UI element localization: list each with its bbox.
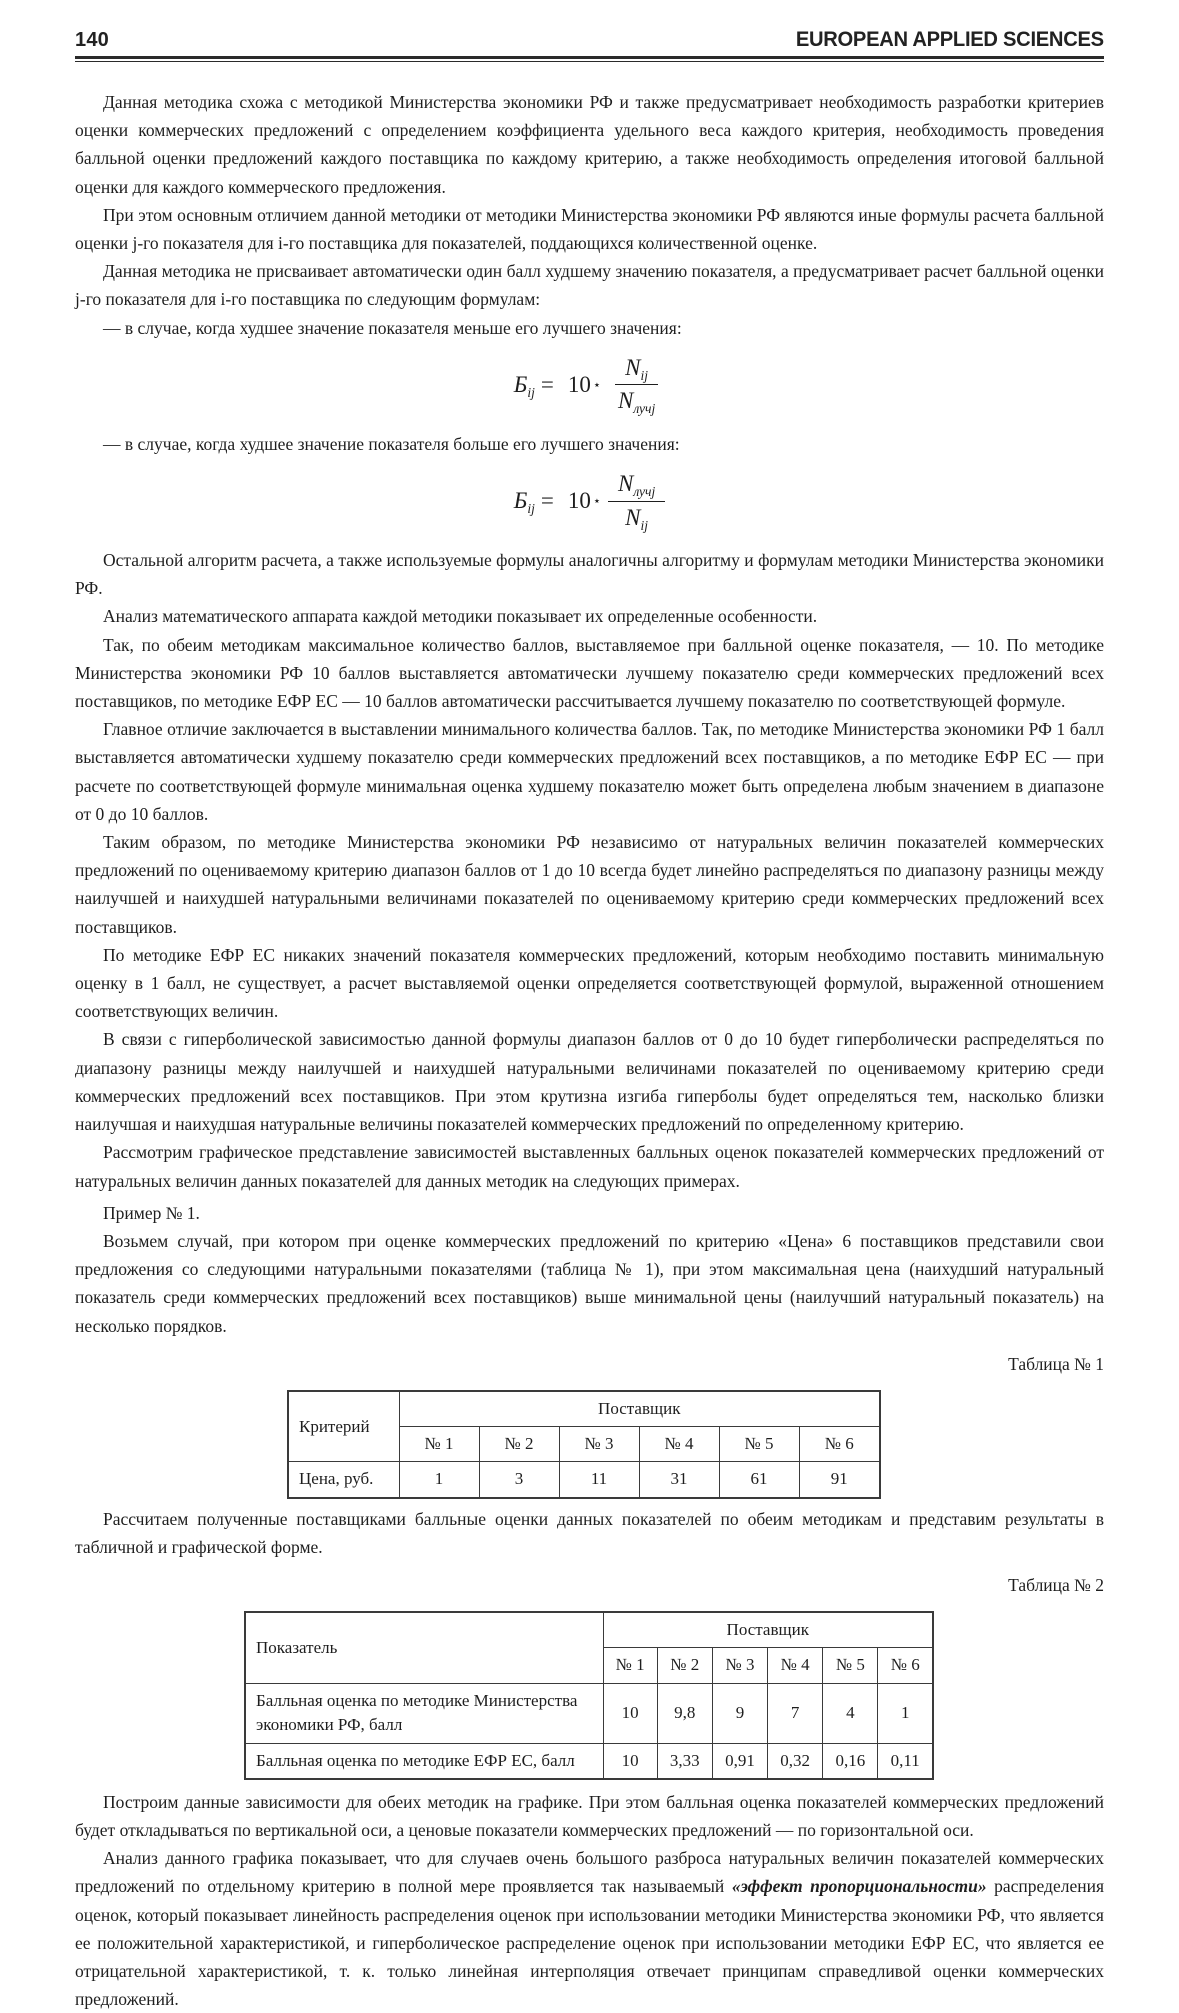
column-header: № 2 [657, 1648, 712, 1683]
final-paragraph-before: Анализ данного графика показывает, что для случаев очень большого разброса натуральных величин показателей коммерческих предложений по отдельному критерию в полной мере проявляется так называемый [75, 1848, 1104, 1897]
table-cell: 4 [823, 1683, 878, 1743]
table-caption: Таблица № 1 [1008, 1353, 1104, 1374]
fraction-numerator: $N_{лучj}$ [608, 470, 665, 501]
table-cell: 3,33 [657, 1743, 712, 1779]
paragraph: При этом основным отличием данной методики от методики Министерства экономики РФ являются иные формулы расчета балльной оценки j-го показателя для i-го поставщика для показателей, поддающихся количественной оценке. [75, 204, 1104, 254]
fraction-numerator: $N_{ij}$ [615, 354, 658, 385]
table-cell: 9,8 [657, 1683, 712, 1743]
paragraph: Данная методика не присваивает автоматически один балл худшему значению показателя, а предусматривает расчет балльной оценки j-го показателя для i-го поставщика по следующим формулам: [75, 261, 1104, 310]
header-rule [75, 56, 1104, 62]
paragraph: По методике ЕФР ЕС никаких значений показателя коммерческих предложений, которым необходимо поставить минимальную оценку в 1 балл, не существует, а расчет выставляемой оценки определяется соответствующей формулой, выраженной отношением соответствующих величин. [75, 944, 1104, 1022]
table-cell: 9 [712, 1683, 767, 1743]
table-cell: 11 [559, 1462, 639, 1498]
column-header: № 4 [639, 1427, 719, 1462]
table-row [288, 1462, 880, 1498]
article-body [75, 88, 1104, 2013]
paragraph: Рассчитаем полученные поставщиками балльные оценки данных показателей по обеим методикам и представим результаты в табличной и графической форме. [75, 1508, 1104, 1557]
paragraph: Так, по обеим методикам максимальное количество баллов, выставляемое при балльной оценке показателя, — 10. По методике Министерства экономики РФ 10 баллов выставляется автоматически лучшему показателю среди коммерческих предложений всех поставщиков, по методике ЕФР ЕС — 10 баллов автоматически рассчитывается лучшему показателю по соответствующей формуле. [75, 634, 1104, 712]
row-label: Балльная оценка по методике Министерства экономики РФ, балл [245, 1683, 603, 1743]
table-cell: 31 [639, 1462, 719, 1498]
column-header: № 5 [719, 1427, 799, 1462]
paragraph: Построим данные зависимости для обеих методик на графике. При этом балльная оценка показателей коммерческих предложений будет откладываться по вертикальной оси, а ценовые показатели коммерческих предложений — по горизонтальной оси. [75, 1791, 1104, 1840]
column-header: № 4 [768, 1648, 823, 1683]
fraction [608, 354, 665, 415]
table-group-header: Поставщик [399, 1391, 880, 1427]
table-cell: 3 [479, 1462, 559, 1498]
multiplication-star-icon: ⋆ [592, 492, 601, 508]
final-paragraph-after: распределения оценок, который показывает линейность распределения оценок при использовании методики Министерства экономики РФ, что является ее положительной характеристикой, и гиперболическое распределение оценок при использовании методики ЕФР ЕС, что является ее отрицательной характеристикой, т. к. только линейная интерполяция отвечает принципам справедливой оценки коммерческих предложений. [75, 1876, 1105, 2010]
paragraph: В связи с гиперболической зависимостью данной формулы диапазон баллов от 0 до 10 будет гиперболически распределяться по диапазону разницы между наилучшей и наихудшей натуральными величинами показателей по оцениваемому критерию среди коммерческих предложений всех поставщиков. При этом крутизна изгиба гиперболы будет определяться тем, насколько близки наилучшая и наихудшая натуральные величины показателей коммерческих предложений по определенному критерию. [75, 1029, 1104, 1135]
paragraph: Возьмем случай, при котором при оценке коммерческих предложений по критерию «Цена» 6 поставщиков представили свои предложения со следующими натуральными показателями (таблица № 1), при этом максимальная цена (наихудший натуральный показатель среди коммерческих предложений всех поставщиков) выше минимальной цены (наилучший натуральный показатель) на несколько порядков. [75, 1230, 1104, 1336]
paragraph: Анализ математического аппарата каждой методики показывает их определенные особенности. [103, 606, 818, 627]
table-cell: 1 [399, 1462, 479, 1498]
table-row [245, 1683, 933, 1743]
fraction-denominator: $N_{ij}$ [625, 504, 649, 533]
paragraph: Остальной алгоритм расчета, а также используемые формулы аналогичны алгоритму и формулам методики Министерства экономики РФ. [75, 550, 1104, 599]
table-cell: 0,11 [878, 1743, 933, 1779]
formula-case-lead: — в случае, когда худшее значение показателя больше его лучшего значения: [103, 433, 680, 454]
table-cell: 61 [719, 1462, 799, 1498]
table-group-header: Поставщик [603, 1612, 933, 1648]
column-header: № 5 [823, 1648, 878, 1683]
column-header: № 1 [603, 1648, 657, 1683]
paragraph: Рассмотрим графическое представление зависимостей выставленных балльных оценок показателей коммерческих предложений от натуральных величин данных показателей для данных методик на следующих примерах. [75, 1142, 1104, 1191]
table-row [245, 1743, 933, 1779]
row-label: Цена, руб. [288, 1462, 399, 1498]
example-heading: Пример № 1. [103, 1202, 200, 1223]
column-header: № 1 [399, 1427, 479, 1462]
page-number: 140 [75, 29, 109, 51]
column-header: № 2 [479, 1427, 559, 1462]
paragraph: Таким образом, по методике Министерства экономики РФ независимо от натуральных величин показателей коммерческих предложений по оцениваемому критерию диапазон баллов от 1 до 10 всегда будет линейно распределяться по диапазону разницы между наилучшей и наихудшей натуральными величинами показателей по оцениваемому критерию среди коммерческих предложений всех поставщиков. [75, 832, 1104, 937]
formula-score-worse-less [75, 346, 1104, 424]
fraction [608, 470, 665, 531]
table-cell: 7 [768, 1683, 823, 1743]
emphasis-proportionality-effect: «эффект пропорциональности» [731, 1876, 987, 1897]
table-scores-by-methods [244, 1611, 934, 1780]
equals-sign: = [540, 487, 554, 513]
paragraph: Данная методика схожа с методикой Министерства экономики РФ и также предусматривает необходимость разработки критериев оценки коммерческих предложений с определением коэффициента удельного веса каждого критерия, необходимость проведения балльной оценки предложений каждого поставщика по каждому критерию, а также необходимость определения итоговой балльной оценки для каждого коммерческого предложения. [75, 92, 1104, 197]
running-head [75, 28, 1104, 56]
table-cell: 1 [878, 1683, 933, 1743]
table-cell: 91 [799, 1462, 880, 1498]
formula-lhs: $Б_{ij}$ [513, 371, 535, 400]
formula-coefficient: 10 [567, 371, 591, 397]
formula-case-lead: — в случае, когда худшее значение показателя меньше его лучшего значения: [103, 317, 682, 338]
column-header: № 3 [559, 1427, 639, 1462]
table-cell: 0,91 [712, 1743, 767, 1779]
table-criteria-prices [287, 1390, 881, 1499]
paragraph: Главное отличие заключается в выставлении минимального количества баллов. Так, по методике Министерства экономики РФ 1 балл выставляется автоматически худшему показателю среди коммерческих предложений всех поставщиков, а по методике ЕФР ЕС — при расчете по соответствующей формуле минимальная оценка худшему показателю может быть определена любым значением в диапазоне от 0 до 10 баллов. [75, 719, 1104, 824]
table-corner-header: Критерий [288, 1391, 399, 1462]
formula-lhs: $Б_{ij}$ [513, 487, 535, 516]
column-header: № 6 [878, 1648, 933, 1683]
multiplication-star-icon: ⋆ [592, 376, 601, 392]
table-cell: 10 [603, 1743, 657, 1779]
column-header: № 6 [799, 1427, 880, 1462]
table-caption: Таблица № 2 [1008, 1574, 1104, 1595]
paragraph-with-emphasis [75, 1844, 1104, 2013]
row-label: Балльная оценка по методике ЕФР ЕС, балл [245, 1743, 603, 1779]
journal-title: EUROPEAN APPLIED SCIENCES [796, 28, 1104, 51]
equals-sign: = [540, 371, 554, 397]
formula-score-worse-greater [75, 462, 1104, 540]
table-cell: 0,16 [823, 1743, 878, 1779]
column-header: № 3 [712, 1648, 767, 1683]
fraction-denominator: $N_{лучj}$ [617, 388, 656, 417]
formula-coefficient: 10 [567, 487, 591, 513]
table-cell: 0,32 [768, 1743, 823, 1779]
table-corner-header: Показатель [245, 1612, 603, 1683]
table-cell: 10 [603, 1683, 657, 1743]
